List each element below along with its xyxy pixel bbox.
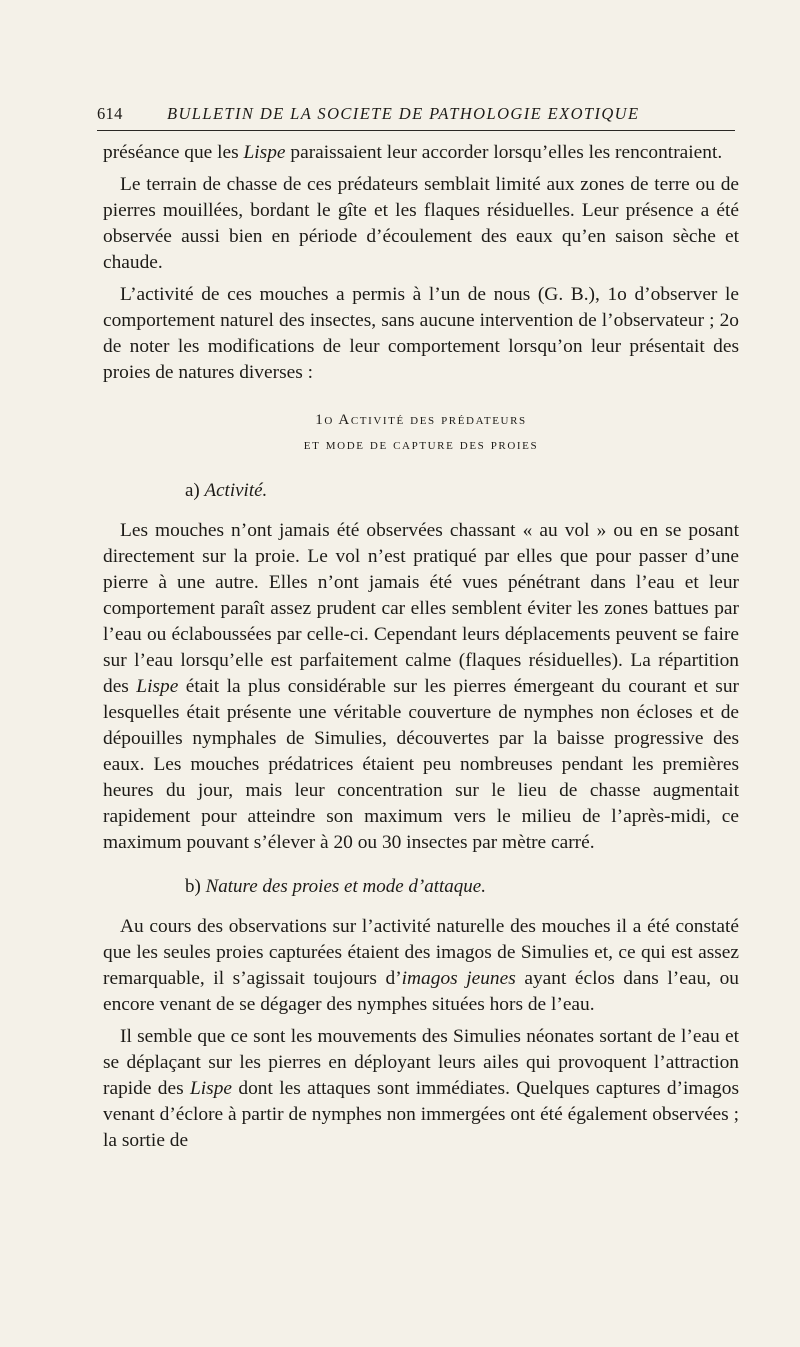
journal-title: BULLETIN DE LA SOCIETE DE PATHOLOGIE EXOTIQUE [167, 104, 640, 123]
genus-name: Lispe [136, 676, 179, 697]
paragraph-5 [103, 914, 739, 1018]
article-body [103, 140, 739, 1160]
text-run: paraissaient leur accorder lorsqu’elles les rencontraient. [285, 142, 723, 163]
italic-term: imagos jeunes [401, 968, 516, 989]
subheading-label: a) [185, 480, 205, 501]
subheading-title: Nature des proies et mode d’attaque. [205, 876, 486, 897]
genus-name: Lispe [243, 142, 286, 163]
paragraph-3: L’activité de ces mouches a permis à l’un de nous (G. B.), 1o d’observer le comportement naturel des insectes, sans aucune intervention de l’observateur ; 2o de noter les modifications de leur comportement lorsqu’on leur présentait des proies de natures diverses : [103, 284, 739, 383]
genus-name: Lispe [190, 1078, 233, 1099]
subheading-title: Activité. [204, 480, 268, 501]
text-run: Il semble que ce sont les mouvements des Simulies néonates sortant de l’eau et se déplaçant sur les pierres en déployant leurs ailes qui provoquent l’attraction rapide des [103, 1026, 739, 1099]
section-heading-line-1: 1o Activité des prédateurs [315, 412, 527, 428]
paragraph-4 [103, 518, 739, 856]
subheading-a [185, 478, 739, 504]
section-heading-line-2: et mode de capture des proies [303, 437, 539, 453]
paragraph-6 [103, 1024, 739, 1154]
paragraph-2: Le terrain de chasse de ces prédateurs semblait limité aux zones de terre ou de pierres mouillées, bordant le gîte et les flaques résiduelles. Leur présence a été observée aussi bien en période d’écoulement des eaux qu’en saison sèche et chaude. [103, 174, 739, 273]
text-run: Au cours des observations sur l’activité naturelle des mouches il a été constaté que les seules proies capturées étaient des imagos de Simulies et, ce qui est assez remarquable, il s’agissait toujours d’ [103, 916, 739, 989]
running-header [97, 104, 735, 131]
page-number: 614 [97, 104, 123, 123]
text-run: ayant éclos dans l’eau, ou encore venant de se dégager des nymphes situées hors de l’eau. [103, 968, 739, 1015]
text-run: dont les attaques sont immédiates. Quelques captures d’imagos venant d’éclore à partir de nymphes non immergées ont été également observées ; la sortie de [103, 1078, 739, 1151]
subheading-b [185, 874, 739, 900]
text-run: était la plus considérable sur les pierres émergeant du courant et sur lesquelles était présente une véritable couverture de nymphes non écloses et de dépouilles nymphales de Simulies, découvertes par la baisse progressive des eaux. Les mouches prédatrices étaient peu nombreuses pendant les premières heures du jour, mais leur concentration sur le lieu de chasse augmentait rapidement pour atteindre son maximum vers le milieu de l’après-midi, ce maximum pouvant s’élever à 20 ou 30 insectes par mètre carré. [103, 676, 739, 853]
text-run: préséance que les [103, 142, 244, 163]
paragraph-1 [103, 140, 739, 166]
section-heading [103, 408, 739, 458]
subheading-label: b) [185, 876, 206, 897]
text-run: Les mouches n’ont jamais été observées chassant « au vol » ou en se posant directement sur la proie. Le vol n’est pratiqué par elles que pour passer d’une pierre à une autre. Elles n’ont jamais été vues pénétrant dans l’eau et leur comportement paraît assez prudent car elles semblent éviter les zones battues par l’eau ou éclaboussées par celle-ci. Cependant leurs déplacements peuvent se faire sur l’eau lorsqu’elle est parfaitement calme (flaques résiduelles). La répartition des [103, 520, 739, 697]
